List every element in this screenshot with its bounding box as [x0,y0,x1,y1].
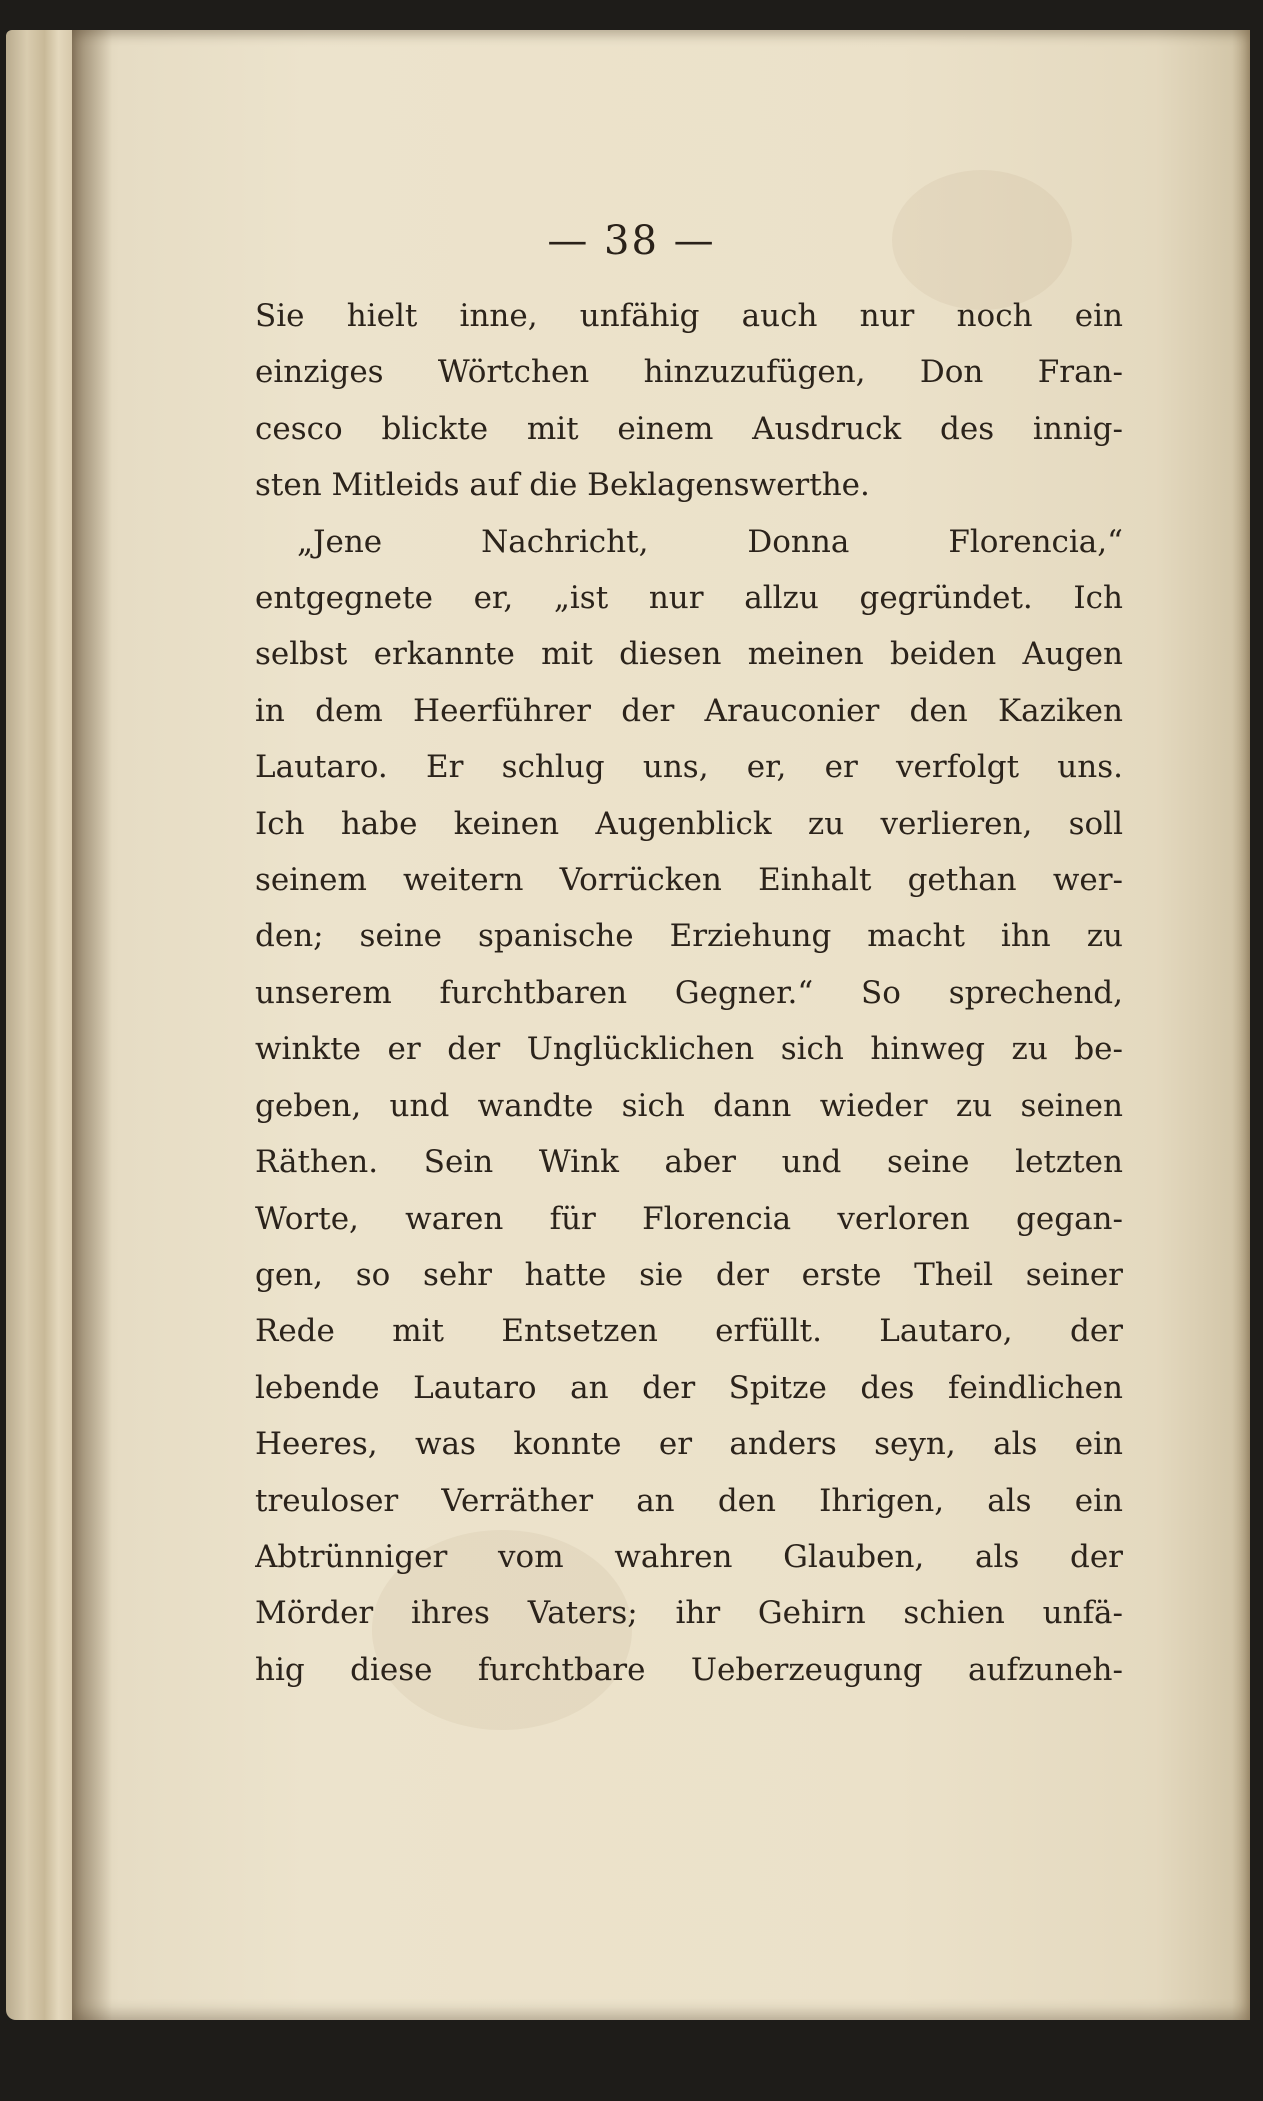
text-line: Rede mit Entsetzen erfüllt. Lautaro, der [255,1313,1123,1350]
text-line: in dem Heerführer der Arauconier den Kaziken [255,692,1123,729]
text-line: geben, und wandte sich dann wieder zu seinen [255,1087,1123,1124]
page-gutter-shadow [72,30,112,2020]
text-line: Mörder ihres Vaters; ihr Gehirn schien unfä- [255,1595,1123,1632]
text-line: den; seine spanische Erziehung macht ihn zu [255,918,1123,955]
text-line: Heeres, was konnte er anders seyn, als ein [255,1426,1123,1463]
text-line: Abtrünniger vom wahren Glauben, als der [255,1538,1123,1575]
page-stack-edge [6,30,76,2020]
text-line: unserem furchtbaren Gegner.“ So sprechend, [255,974,1123,1011]
text-line: treuloser Verräther an den Ihrigen, als ein [255,1482,1123,1519]
text-line: Räthen. Sein Wink aber und seine letzten [255,1144,1123,1181]
text-line: Sie hielt inne, unfähig auch nur noch ein [255,298,1123,334]
text-line: „Jene Nachricht, Donna Florencia,“ [297,523,1123,560]
text-line: einziges Wörtchen hinzuzufügen, Don Fran- [255,354,1123,391]
page-edge-shadow [1232,30,1250,2020]
text-line: seinem weitern Vorrücken Einhalt gethan wer- [255,862,1123,899]
body-text [255,288,1123,1698]
text-line: gen, so sehr hatte sie der erste Theil seiner [255,1256,1123,1293]
text-line: lebende Lautaro an der Spitze des feindlichen [255,1369,1123,1406]
text-line: Ich habe keinen Augenblick zu verlieren, soll [255,805,1123,842]
text-line: sten Mitleids auf die Beklagenswerthe. [255,467,870,504]
text-line: selbst erkannte mit diesen meinen beiden Augen [255,636,1123,673]
text-line: Lautaro. Er schlug uns, er, er verfolgt uns. [255,749,1123,786]
text-line: cesco blickte mit einem Ausdruck des innig- [255,410,1123,447]
text-line: winkte er der Unglücklichen sich hinweg zu be- [255,1031,1123,1068]
text-line: entgegnete er, „ist nur allzu gegründet. Ich [255,580,1123,617]
page-number-header: — 38 — [547,218,716,264]
text-line: Worte, waren für Florencia verloren gegan- [255,1200,1123,1237]
text-line: hig diese furchtbare Ueberzeugung aufzuneh- [255,1651,1123,1688]
